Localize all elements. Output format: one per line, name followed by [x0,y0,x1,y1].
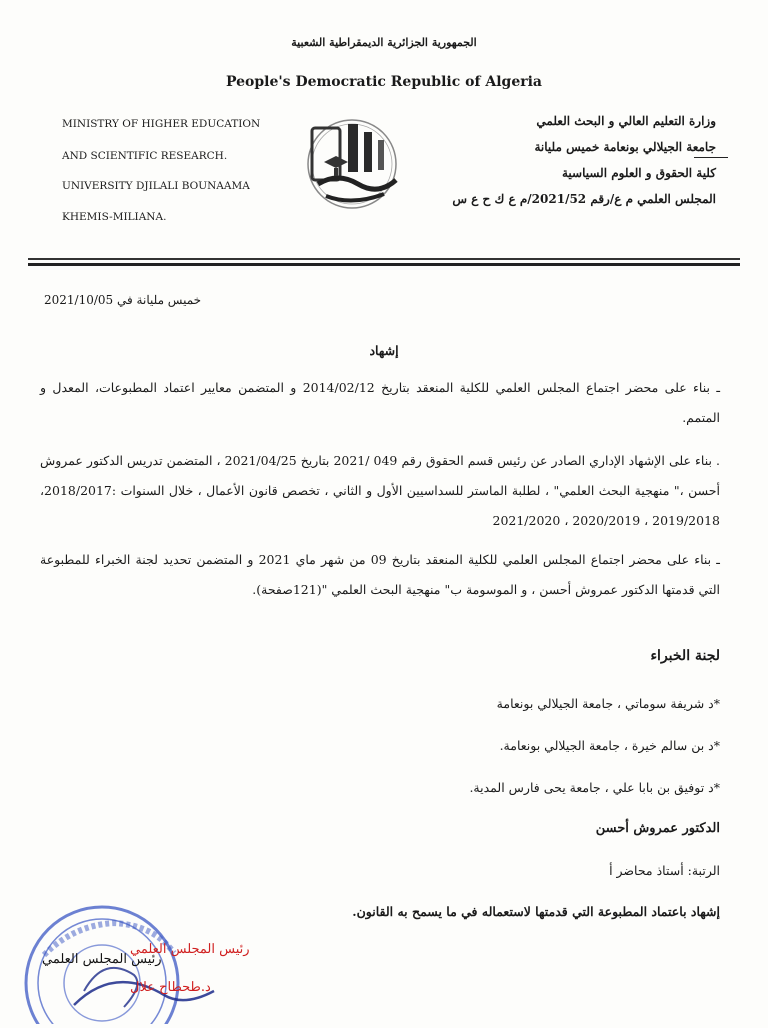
committee-member-2: *د بن سالم خيرة ، جامعة الجيلالي بونعامة. [499,738,720,753]
university-line-ar: جامعة الجيلالي بونعامة خميس مليانة [534,140,716,154]
author-name: الدكتور عمروش أحسن [595,821,720,836]
handwritten-title: رئيس المجلس العلمي [130,942,250,957]
handwritten-name: د.طحطاح علال [130,980,211,995]
republic-name-english: People's Democratic Republic of Algeria [225,74,543,90]
committee-member-1: *د شريفة سوماتي ، جامعة الجيلالي بونعامة [496,696,720,711]
paragraph-2: . بناء على الإشهاد الإداري الصادر عن رئيس قسم الحقوق رقم 049 /2021 بتاريخ 2021/04/25 ، المتضمن تدريس الدكتور عمروش أحسن ،" منهجية البحث العلمي" ، لطلبة الماستر للسداسيين الأول و الثاني ، تخصص قانون الأعمال ، خلال السنوات :2018/2017، 2019/2018 ، 2020/2019 ، 2021/2020 [40,453,720,528]
paragraph-1: ـ بناء على محضر اجتماع المجلس العلمي للكلية المنعقد بتاريخ 2014/02/12 و المتضمن معايير اعتماد المطبوعات، المعدل و المتمم. [40,380,720,425]
ministry-line-en-2: AND SCIENTIFIC RESEARCH. [62,150,228,162]
reference-number: المجلس العلمي م ع/رقم 2021/52/م ع ك ح ع س [452,192,716,206]
document-date: خميس مليانة في 2021/10/05 [44,293,202,307]
header-dash [694,157,728,158]
certification-statement: إشهاد باعتماد المطبوعة التي قدمتها لاستعماله في ما يسمح به القانون. [352,904,720,919]
committee-heading: لجنة الخبراء [650,648,720,664]
faculty-line-ar: كلية الحقوق و العلوم السياسية [561,166,716,180]
university-line-en-2: KHEMIS-MILIANA. [62,211,167,223]
header-divider-thick [28,263,740,266]
university-logo-icon [292,114,416,214]
paragraph-3: ـ بناء على محضر اجتماع المجلس العلمي للكلية المنعقد بتاريخ 09 من شهر ماي 2021 و المتضمن تحديد لجنة الخبراء للمطبوعة التي قدمتها الدكتور عمروش أحسن ، و الموسومة ب" منهجية البحث العلمي "(121صفحة). [40,552,720,597]
committee-member-3: *د توفيق بن بابا علي ، جامعة يحى فارس المدية. [469,780,720,795]
header-divider-thin [28,258,740,260]
republic-name-arabic: الجمهورية الجزائرية الديمقراطية الشعبية [291,36,477,49]
author-rank: الرتبة: أستاذ محاضر أ [609,863,720,878]
council-president-label: رئيس المجلس العلمي [42,952,162,967]
document-title: إشهاد [369,343,399,358]
ministry-line-en-1: MINISTRY OF HIGHER EDUCATION [62,118,261,130]
university-line-en-1: UNIVERSITY DJILALI BOUNAAMA [62,180,250,192]
ministry-line-ar: وزارة التعليم العالي و البحث العلمي [536,114,716,128]
